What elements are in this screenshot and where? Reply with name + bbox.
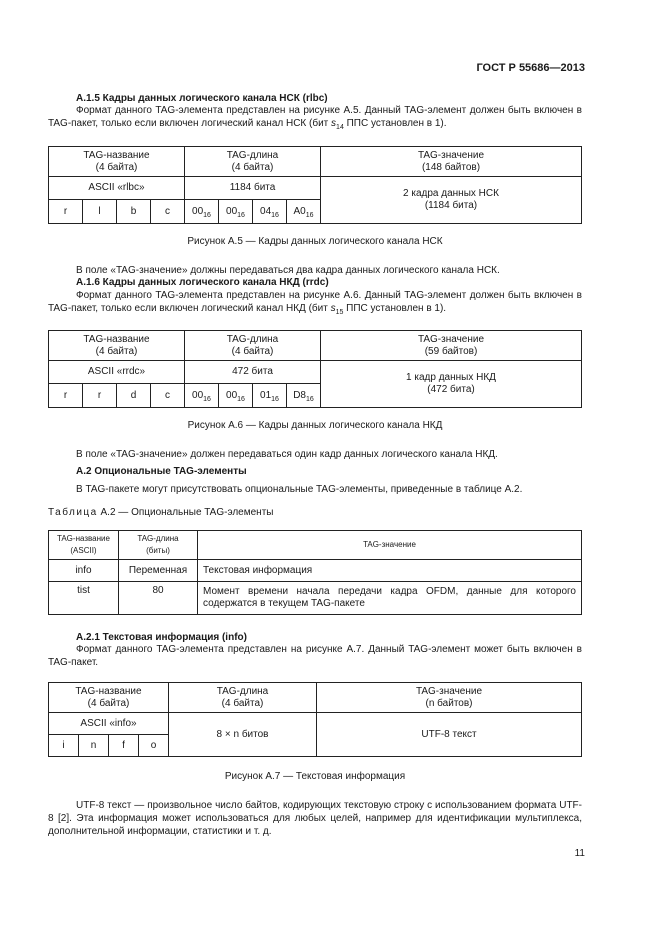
- tag-length-header: TAG-длина (4 байта): [169, 683, 317, 713]
- tag-name-header: TAG-название (4 байта): [49, 331, 185, 361]
- byte-cell: $00_{16}$: [219, 384, 253, 408]
- tag-value-header: TAG-значение (148 байтов): [321, 147, 582, 177]
- figure-a6-table: [48, 330, 582, 408]
- table-cell: 80: [119, 582, 198, 615]
- byte-cell: $00_{16}$: [219, 200, 253, 224]
- char-cell: l: [83, 200, 117, 224]
- char-cell: d: [117, 384, 151, 408]
- ascii-name-cell: ASCII «info»: [49, 713, 169, 735]
- figure-a7-table: [48, 682, 582, 757]
- table-row: [49, 582, 582, 615]
- figure-a6-caption: Рисунок А.6 — Кадры данных логического канала НКД: [187, 420, 443, 431]
- length-value-cell: 8 × n битов: [169, 713, 317, 757]
- char-cell: r: [83, 384, 117, 408]
- char-cell: n: [79, 735, 109, 757]
- section-para-a15: Формат данного TAG-элемента представлен на рисунке А.5. Данный TAG-элемент должен быть включен в TAG-пакет, только если включен логический канал НСК (бит $s_{14}$ ППС установлен в 1).: [48, 105, 582, 131]
- char-cell: f: [109, 735, 139, 757]
- tag-value-header: TAG-значение (n байтов): [317, 683, 582, 713]
- byte-cell: $04_{16}$: [253, 200, 287, 224]
- byte-cell: $00_{16}$: [185, 384, 219, 408]
- after-para-a15: В поле «TAG-значение» должны передаваться два кадра данных логического канала НСК.: [76, 265, 500, 276]
- table-a2: [48, 530, 582, 615]
- table-cell: Текстовая информация: [198, 560, 582, 582]
- section-para-a16: Формат данного TAG-элемента представлен на рисунке А.6. Данный TAG-элемент должен быть включен в TAG-пакет, только если включен логический канал НКД (бит $s_{15}$ ППС установлен в 1).: [48, 290, 582, 316]
- tag-value-header: TAG-значение (59 байтов): [321, 331, 582, 361]
- char-cell: i: [49, 735, 79, 757]
- figure-a5-table: [48, 146, 582, 224]
- char-cell: c: [151, 200, 185, 224]
- table-a2-title: Таблица А.2 — Опциональные TAG-элементы: [48, 507, 274, 518]
- document-header: ГОСТ Р 55686—2013: [476, 62, 585, 74]
- figure-a5-caption: Рисунок А.5 — Кадры данных логического канала НСК: [187, 236, 443, 247]
- byte-cell: $01_{16}$: [253, 384, 287, 408]
- length-value-cell: 472 бита: [185, 361, 321, 384]
- figure-a7-caption: Рисунок А.7 — Текстовая информация: [224, 771, 406, 782]
- section-title-a2: А.2 Опциональные TAG-элементы: [76, 466, 247, 477]
- ascii-name-cell: ASCII «rlbc»: [49, 177, 185, 200]
- char-cell: r: [49, 200, 83, 224]
- length-value-cell: 1184 бита: [185, 177, 321, 200]
- section-title-a15: А.1.5 Кадры данных логического канала НСК (rlbc): [76, 93, 328, 104]
- table-header-cell: TAG-длина (биты): [119, 531, 198, 560]
- tag-name-header: TAG-название (4 байта): [49, 683, 169, 713]
- table-cell: tist: [49, 582, 119, 615]
- table-header-cell: TAG-значение: [198, 531, 582, 560]
- table-header-row: [49, 531, 582, 560]
- byte-cell: $A0_{16}$: [287, 200, 321, 224]
- table-cell: info: [49, 560, 119, 582]
- after-para-a16: В поле «TAG-значение» должен передаваться один кадр данных логического канала НКД.: [76, 449, 498, 460]
- ascii-name-cell: ASCII «rrdc»: [49, 361, 185, 384]
- after-para-a21: UTF-8 текст — произвольное число байтов, кодирующих текстовую строку с использованием формата UTF-8 [2]. Эта информация может использоваться для любых целей, например для идентификации мультиплекса, дополнительной информации, статистики и т. д.: [48, 800, 582, 837]
- tag-value-cell: 1 кадр данных НКД (472 бита): [321, 361, 582, 408]
- char-cell: c: [151, 384, 185, 408]
- section-title-a21: А.2.1 Текстовая информация (info): [76, 632, 247, 643]
- table-cell: Переменная: [119, 560, 198, 582]
- byte-cell: $00_{16}$: [185, 200, 219, 224]
- table-row: [49, 560, 582, 582]
- page-number: 11: [574, 848, 585, 859]
- section-title-a16: А.1.6 Кадры данных логического канала НКД (rrdc): [76, 277, 329, 288]
- section-para-a2: В TAG-пакете могут присутствовать опциональные TAG-элементы, приведенные в таблице А.2.: [76, 484, 523, 495]
- char-cell: b: [117, 200, 151, 224]
- table-header-cell: TAG-название (ASCII): [49, 531, 119, 560]
- tag-length-header: TAG-длина (4 байта): [185, 331, 321, 361]
- section-para-a21: Формат данного TAG-элемента представлен на рисунке А.7. Данный TAG-элемент может быть включен в TAG-пакет.: [48, 644, 582, 668]
- char-cell: o: [139, 735, 169, 757]
- char-cell: r: [49, 384, 83, 408]
- tag-value-cell: 2 кадра данных НСК (1184 бита): [321, 177, 582, 224]
- tag-length-header: TAG-длина (4 байта): [185, 147, 321, 177]
- byte-cell: $D8_{16}$: [287, 384, 321, 408]
- tag-value-cell: UTF-8 текст: [317, 713, 582, 757]
- table-cell: Момент времени начала передачи кадра OFDM, данные для которого содержатся в текущем TAG-пакете: [198, 582, 582, 615]
- tag-name-header: TAG-название (4 байта): [49, 147, 185, 177]
